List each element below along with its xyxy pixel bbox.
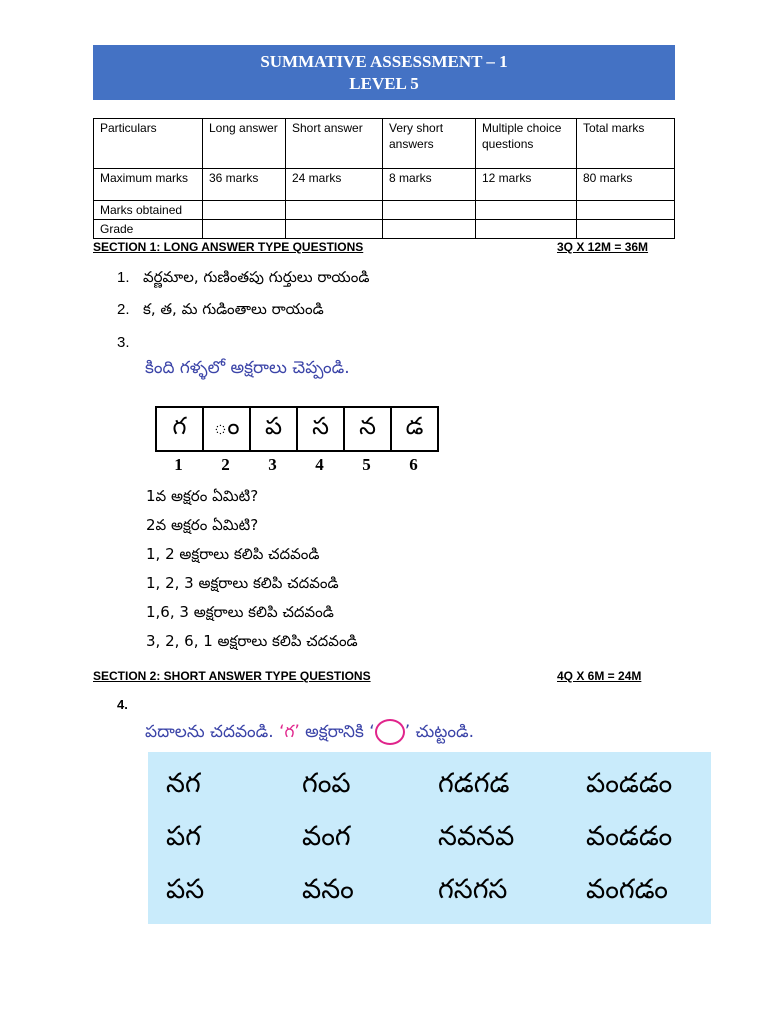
word-item: గంప	[302, 768, 351, 799]
table-cell	[476, 201, 577, 220]
sub-question: 1, 2, 3 అక్షరాలు కలిపి చదవండి	[146, 574, 339, 592]
letter-grid	[155, 406, 439, 452]
question-2	[117, 300, 324, 322]
section2-marks: 4Q X 6M = 24M	[557, 669, 642, 683]
sub-question: 1,6, 3 అక్షరాలు కలిపి చదవండి	[146, 603, 334, 621]
assessment-banner	[93, 45, 675, 100]
grid-cell: ం	[204, 408, 251, 450]
table-cell	[203, 220, 286, 239]
table-cell: 80 marks	[577, 169, 675, 201]
table-header-row	[94, 119, 675, 169]
table-row	[94, 169, 675, 201]
word-item: పస	[166, 874, 205, 905]
section2-title: SECTION 2: SHORT ANSWER TYPE QUESTIONS	[93, 669, 371, 683]
question-text: వర్ణమాల, గుణింతపు గుర్తులు రాయండి	[143, 268, 370, 286]
word-item: నగ	[166, 768, 201, 799]
word-item: వండడం	[586, 821, 673, 852]
word-box	[148, 752, 711, 924]
table-row-label: Marks obtained	[94, 201, 203, 220]
word-item: వంగ	[302, 821, 351, 852]
sub-question: 3, 2, 6, 1 అక్షరాలు కలిపి చదవండి	[146, 632, 358, 650]
word-item: పగ	[166, 821, 201, 852]
word-item: గసగస	[438, 874, 508, 905]
question-4	[117, 697, 128, 712]
question-1	[117, 268, 369, 290]
question-number: 2.	[117, 301, 130, 318]
sub-question: 1, 2 అక్షరాలు కలిపి చదవండి	[146, 545, 320, 563]
table-row-label: Grade	[94, 220, 203, 239]
table-cell	[203, 201, 286, 220]
table-cell	[383, 201, 476, 220]
question-number: 1.	[117, 269, 130, 286]
table-header: Long answer	[203, 119, 286, 169]
section1-marks: 3Q X 12M = 36M	[557, 240, 649, 254]
banner-title: SUMMATIVE ASSESSMENT – 1	[260, 52, 508, 71]
table-cell	[577, 220, 675, 239]
q4-instruction	[145, 719, 474, 746]
question-number: 3.	[117, 334, 130, 351]
table-header: Very short answers	[383, 119, 476, 169]
table-cell	[383, 220, 476, 239]
q4-instruction-c: ’ చుట్టండి.	[404, 722, 475, 742]
sub-question: 1వ అక్షరం ఏమిటి?	[146, 487, 259, 505]
table-cell	[577, 201, 675, 220]
grid-number: 5	[362, 455, 371, 474]
table-cell: 24 marks	[286, 169, 383, 201]
q4-instruction-a: పదాలను చదవండి.	[145, 722, 280, 742]
word-item: నవనవ	[438, 821, 515, 852]
question-3	[117, 334, 143, 351]
table-header: Particulars	[94, 119, 203, 169]
table-cell: 36 marks	[203, 169, 286, 201]
table-cell: 12 marks	[476, 169, 577, 201]
word-item: గడగడ	[438, 768, 510, 799]
table-row	[94, 201, 675, 220]
grid-number: 4	[315, 455, 324, 474]
word-item: వనం	[302, 874, 354, 905]
grid-number: 3	[268, 455, 277, 474]
section1-title: SECTION 1: LONG ANSWER TYPE QUESTIONS	[93, 240, 364, 254]
banner-level: LEVEL 5	[349, 74, 419, 93]
marks-table	[93, 118, 675, 239]
table-row	[94, 220, 675, 239]
table-cell	[476, 220, 577, 239]
question-text: క, త, మ గుడింతాలు రాయండి	[143, 300, 324, 318]
q4-instruction-letter: ‘గ’	[279, 722, 300, 742]
grid-cell: గ	[157, 408, 204, 450]
grid-cell: ప	[251, 408, 298, 450]
grid-numbers	[155, 455, 437, 475]
sub-question: 2వ అక్షరం ఏమిటి?	[146, 516, 259, 534]
circle-icon	[375, 719, 405, 745]
word-item: వంగడం	[586, 874, 668, 905]
table-header: Total marks	[577, 119, 675, 169]
table-row-label: Maximum marks	[94, 169, 203, 201]
word-item: పండడం	[586, 768, 673, 799]
table-header: Multiple choice questions	[476, 119, 577, 169]
grid-number: 6	[409, 455, 418, 474]
table-header: Short answer	[286, 119, 383, 169]
table-cell	[286, 201, 383, 220]
grid-cell: డ	[405, 412, 424, 440]
q4-instruction-b: అక్షరానికి ‘	[299, 722, 375, 742]
grid-number: 2	[221, 455, 230, 474]
grid-number: 1	[174, 455, 183, 474]
table-cell: 8 marks	[383, 169, 476, 201]
grid-cell: స	[298, 408, 345, 450]
table-cell	[286, 220, 383, 239]
question-number: 4.	[117, 697, 128, 712]
q3-instruction: కింది గళ్ళలో అక్షరాలు చెప్పండి.	[145, 358, 350, 378]
grid-cell: న	[345, 408, 392, 450]
